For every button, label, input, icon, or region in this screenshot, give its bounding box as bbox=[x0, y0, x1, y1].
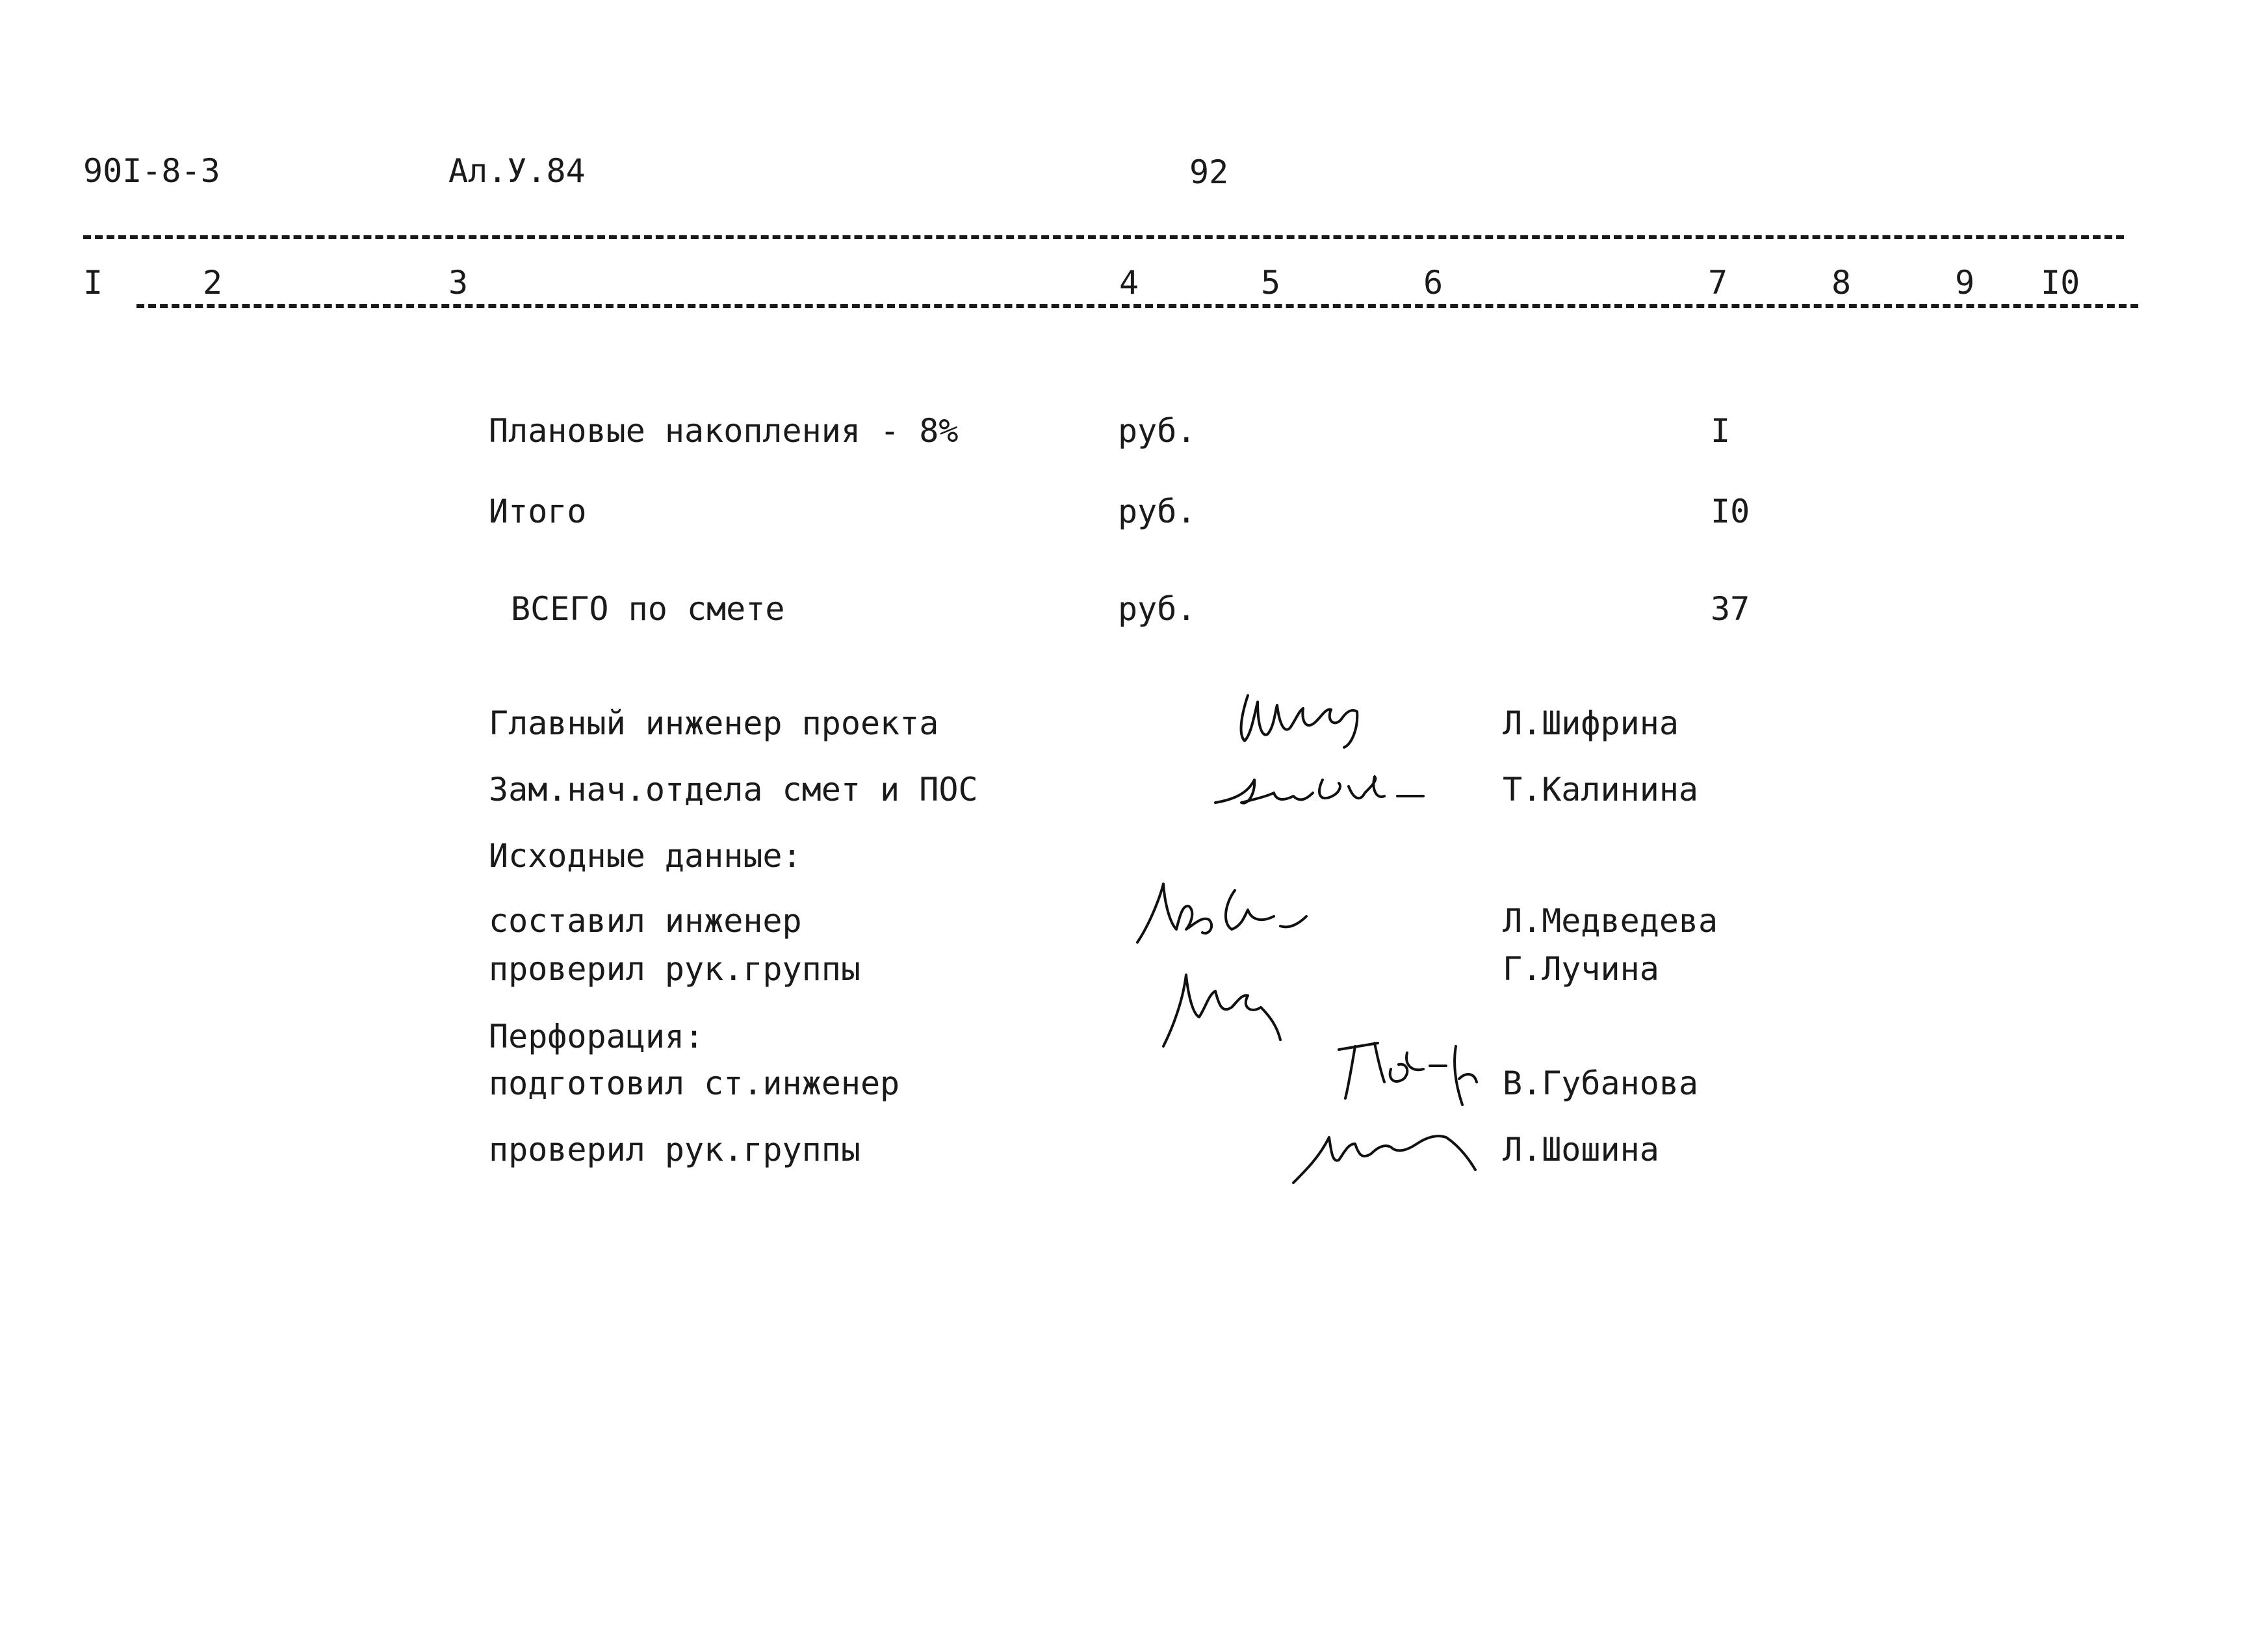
grand-total-value: 37 bbox=[1711, 590, 1750, 628]
signer-name: Л.Шифрина bbox=[1503, 704, 1679, 742]
grand-total-label: ВСЕГО по смете bbox=[511, 590, 785, 628]
column-number: 5 bbox=[1261, 264, 1281, 302]
signer-name: Л.Шошина bbox=[1503, 1131, 1659, 1168]
column-number-underline bbox=[136, 304, 2138, 308]
signature-kalinina bbox=[1209, 767, 1430, 819]
column-number: 2 bbox=[203, 264, 223, 302]
row-value: I bbox=[1711, 412, 1731, 450]
row-value: I0 bbox=[1711, 493, 1750, 530]
album-number: Ал.У.84 bbox=[448, 152, 586, 190]
column-number: 7 bbox=[1708, 264, 1728, 302]
signer-role: Зам.нач.отдела смет и ПОС bbox=[489, 771, 978, 808]
column-number: I0 bbox=[2041, 264, 2080, 302]
signer-role: проверил рук.группы bbox=[489, 950, 861, 988]
row-label: Плановые накопления - 8% bbox=[489, 412, 959, 450]
row-unit: руб. bbox=[1118, 493, 1197, 530]
column-number: 3 bbox=[448, 264, 469, 302]
column-number: 8 bbox=[1831, 264, 1852, 302]
signature-shoshina bbox=[1287, 1105, 1495, 1189]
row-label: Итого bbox=[489, 493, 587, 530]
signer-name: Л.Медведева bbox=[1503, 902, 1718, 940]
column-number: 6 bbox=[1423, 264, 1443, 302]
grand-total-unit: руб. bbox=[1118, 590, 1197, 628]
signature-shifrina bbox=[1228, 682, 1378, 754]
column-number: 4 bbox=[1119, 264, 1139, 302]
signer-name: Г.Лучина bbox=[1503, 950, 1659, 988]
signature-luchina bbox=[1144, 955, 1306, 1053]
column-number: I bbox=[83, 264, 103, 302]
section-heading: Перфорация: bbox=[489, 1018, 705, 1055]
signer-role: Главный инженер проекта bbox=[489, 704, 939, 742]
document-code: 90I-8-3 bbox=[83, 152, 220, 190]
section-heading: Исходные данные: bbox=[489, 837, 802, 875]
signer-name: В.Губанова bbox=[1503, 1065, 1699, 1102]
signer-role: подготовил ст.инженер bbox=[489, 1065, 900, 1102]
signer-role: проверил рук.группы bbox=[489, 1131, 861, 1168]
signer-role: составил инженер bbox=[489, 902, 802, 940]
signer-name: Т.Калинина bbox=[1503, 771, 1699, 808]
column-number: 9 bbox=[1955, 264, 1975, 302]
row-unit: руб. bbox=[1118, 412, 1197, 450]
header-divider bbox=[83, 235, 2124, 239]
signature-medvedeva bbox=[1124, 871, 1332, 955]
page-number: 92 bbox=[1189, 153, 1229, 191]
